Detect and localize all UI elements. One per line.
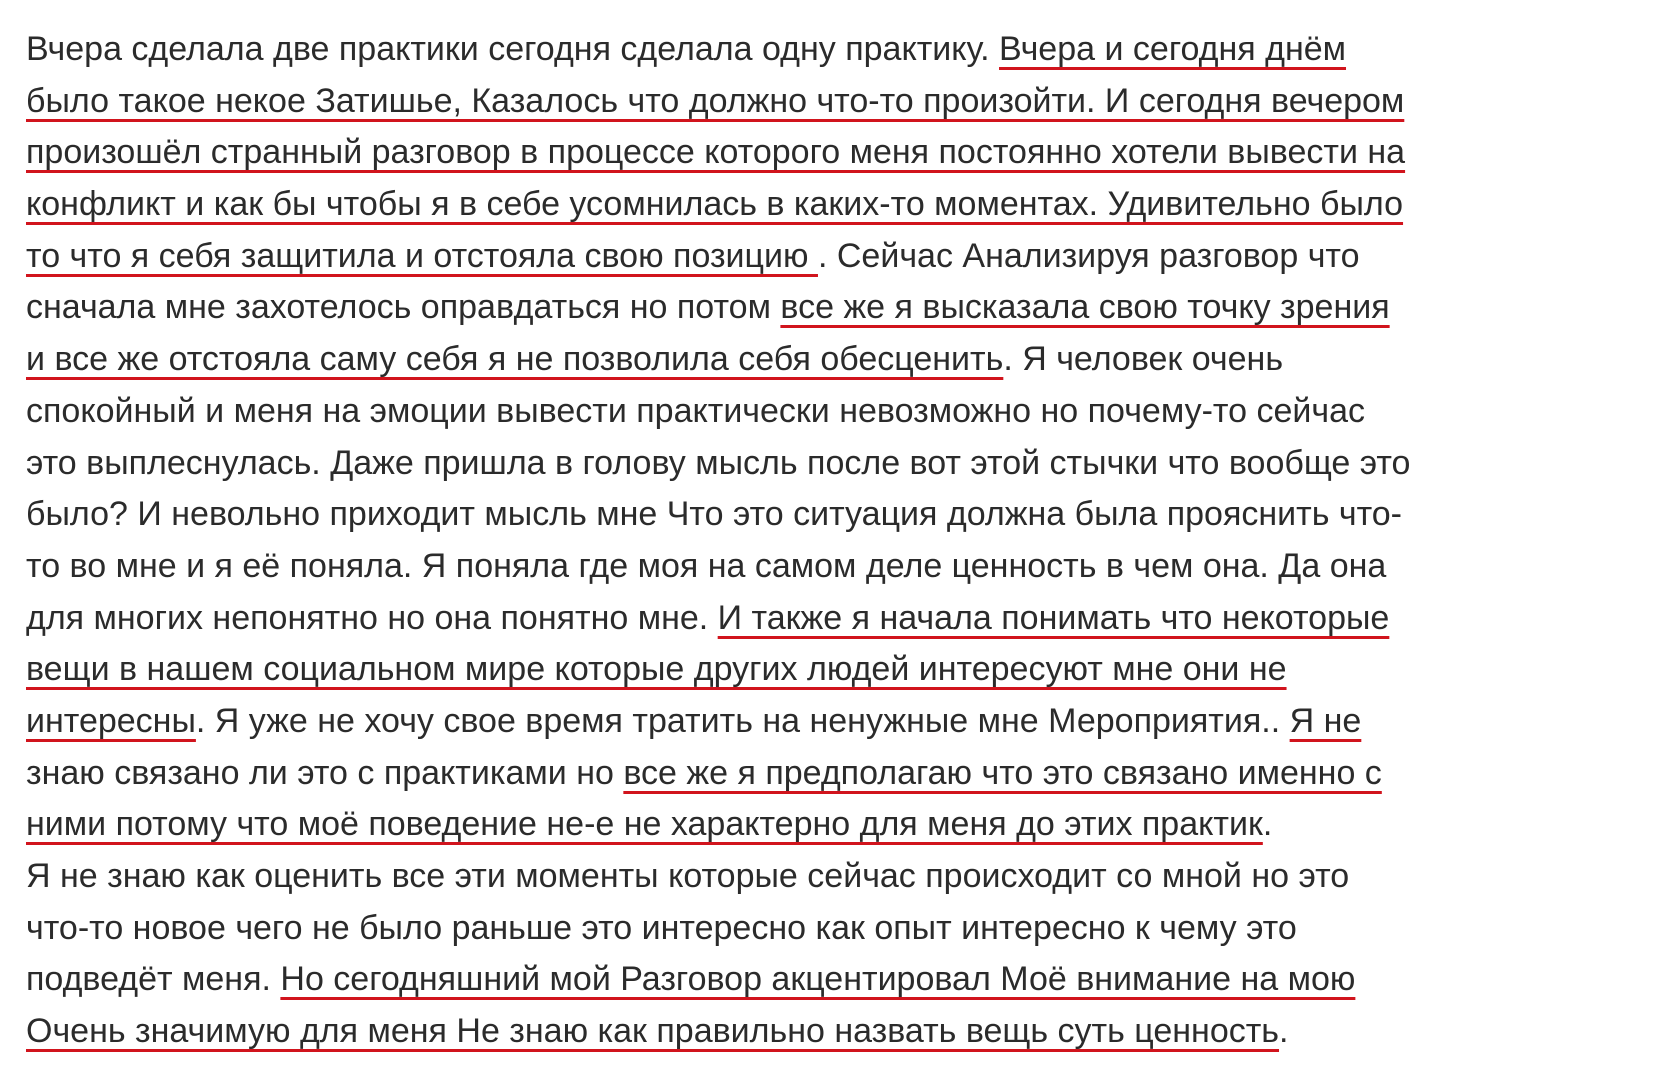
underlined-text: Очень значимую для меня Не знаю как правильно назвать вещь суть ценность xyxy=(26,1012,1280,1051)
underlined-text: Вчера и сегодня днём xyxy=(999,30,1347,68)
underlined-text: Но сегодняшний мой Разговор акцентировал Моё внимание на мою xyxy=(280,960,1356,999)
underlined-text: интересны xyxy=(26,701,196,740)
text-line xyxy=(26,127,1626,179)
underlined-text: было такое некое Затишье, Казалось что должно что-то произойти. И сегодня вечером xyxy=(26,81,1405,120)
handwritten-note-text xyxy=(26,24,1626,1058)
plain-text: . xyxy=(1262,805,1273,844)
underlined-text: И также я начала понимать что некоторые xyxy=(717,598,1390,637)
plain-text: . Я человек очень xyxy=(1003,340,1284,379)
text-line xyxy=(26,231,1626,283)
text-line xyxy=(26,489,1626,541)
text-line xyxy=(26,748,1626,800)
text-line xyxy=(26,903,1626,955)
underlined-text: все же я предполагаю что это связано именно с xyxy=(623,753,1382,792)
text-line xyxy=(26,593,1626,645)
underlined-text: то что я себя защитила и отстояла свою позицию xyxy=(26,236,818,275)
underlined-text: вещи в нашем социальном мире которые других людей интересуют мне они не xyxy=(26,650,1287,689)
underlined-text: все же я высказала свою точку зрения xyxy=(780,288,1390,327)
underlined-text: произошёл странный разговор в процессе которого меня постоянно хотели вывести на xyxy=(26,133,1406,172)
underlined-text: конфликт и как бы чтобы я в себе усомнилась в каких-то моментах. Удивительно было xyxy=(26,185,1404,224)
text-line xyxy=(26,282,1626,334)
text-line xyxy=(26,644,1626,696)
underlined-text: Я не xyxy=(1289,701,1362,740)
text-line xyxy=(26,438,1626,490)
text-line xyxy=(26,541,1626,593)
text-line xyxy=(26,24,1626,76)
text-line xyxy=(26,179,1626,231)
text-line xyxy=(26,851,1626,903)
plain-text: подведёт меня. xyxy=(26,960,281,999)
plain-text: знаю связано ли это с практиками но xyxy=(26,753,624,792)
plain-text: Я не знаю как оценить все эти моменты которые сейчас происходит со мной но это xyxy=(26,857,1350,895)
plain-text: . xyxy=(1279,1012,1289,1051)
text-line xyxy=(26,1006,1626,1058)
text-line xyxy=(26,954,1626,1006)
text-line xyxy=(26,76,1626,128)
text-line xyxy=(26,386,1626,438)
text-line xyxy=(26,799,1626,851)
plain-text: что-то новое чего не было раньше это интересно как опыт интересно к чему это xyxy=(26,908,1297,947)
plain-text: для многих непонятно но она понятно мне. xyxy=(26,598,718,637)
text-line xyxy=(26,334,1626,386)
plain-text: было? И невольно приходит мысль мне Что это ситуация должна была прояснить что- xyxy=(26,495,1403,534)
plain-text: это выплеснулась. Даже пришла в голову мысль после вот этой стычки что вообще это xyxy=(26,443,1411,482)
plain-text: . Сейчас Анализируя разговор что xyxy=(817,236,1360,275)
plain-text: Вчера сделала две практики сегодня сделала одну практику. xyxy=(26,30,1000,68)
underlined-text: и все же отстояла саму себя я не позволила себя обесценить xyxy=(26,340,1004,379)
text-line xyxy=(26,696,1626,748)
plain-text: сначала мне захотелось оправдаться но потом xyxy=(26,288,781,327)
underlined-text: ними потому что моё поведение не-е не характерно для меня до этих практик xyxy=(26,805,1263,844)
plain-text: то во мне и я её поняла. Я поняла где моя на самом деле ценность в чем она. Да она xyxy=(26,546,1387,585)
plain-text: спокойный и меня на эмоции вывести практически невозможно но почему-то сейчас xyxy=(26,391,1365,430)
plain-text: . Я уже не хочу свое время тратить на ненужные мне Мероприятия.. xyxy=(195,701,1290,740)
